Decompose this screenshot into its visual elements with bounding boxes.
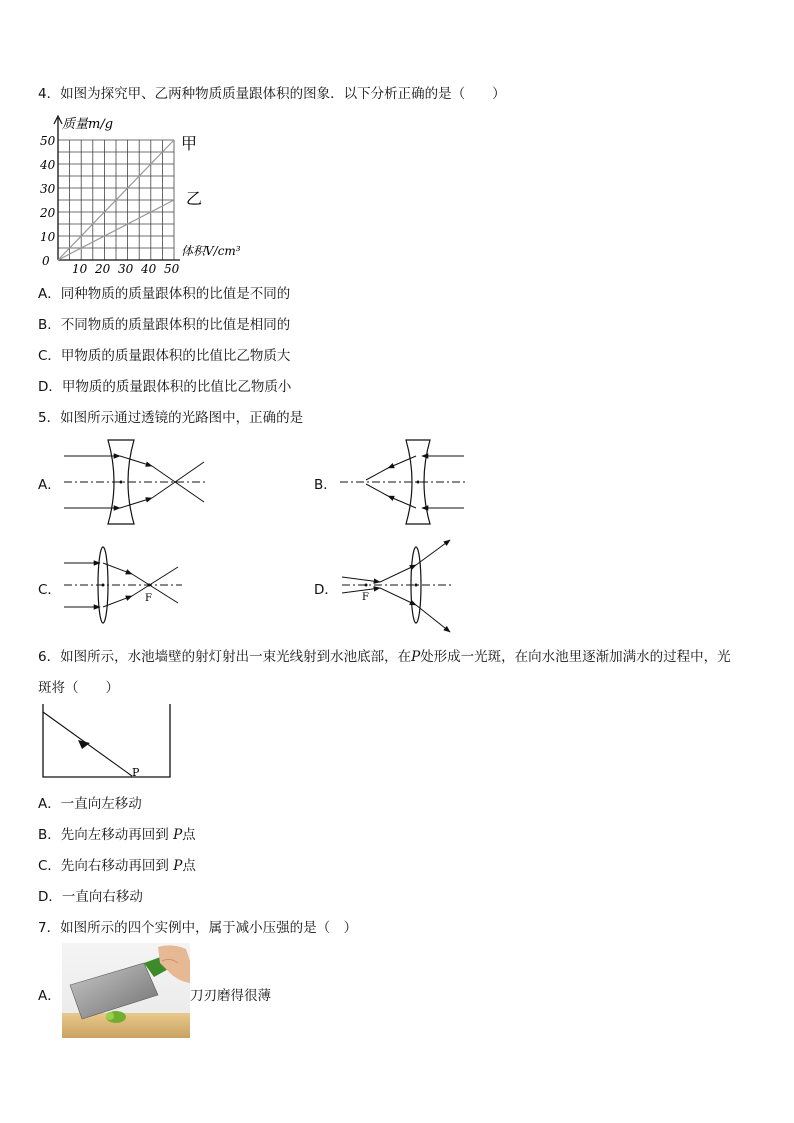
y-tick: 20: [40, 206, 56, 220]
x-tick: 10: [72, 262, 88, 274]
cleaver-photo: [62, 943, 190, 1038]
q5-label-b: B．: [314, 477, 337, 493]
q5-stem: 5．如图所示通过透镜的光路图中，正确的是: [38, 410, 304, 426]
lens-diagram-c: [60, 545, 186, 637]
mass-volume-graph: [38, 112, 263, 274]
q6-stem-line2: 斑将（ ）: [38, 680, 119, 696]
q5-label-c: C．: [38, 582, 61, 598]
y-tick: 0: [42, 254, 50, 268]
q4-option-b: B．不同物质的质量跟体积的比值是相同的: [38, 317, 291, 333]
q6-stem-line1: [38, 645, 760, 665]
q7-option-a-label: A．: [38, 988, 61, 1004]
pool-diagram: [38, 704, 174, 782]
pool-p-label: P: [132, 766, 140, 779]
y-tick: 40: [40, 158, 56, 172]
x-tick: 40: [141, 262, 157, 274]
focus-label-c: F: [145, 593, 152, 604]
x-tick: 20: [95, 262, 111, 274]
q7-stem: 7．如图所示的四个实例中，属于减小压强的是（ ）: [38, 920, 358, 936]
q4-option-a: A．同种物质的质量跟体积的比值是不同的: [38, 286, 291, 302]
x-axis-title: 体积V/cm³: [181, 244, 241, 258]
focus-label-d: F: [362, 592, 369, 603]
lens-diagram-d: [340, 536, 456, 636]
label-jia: 甲: [181, 134, 198, 153]
label-yi: 乙: [186, 189, 203, 208]
x-tick: 30: [118, 262, 134, 274]
q5-label-a: A．: [38, 477, 61, 493]
y-tick: 10: [40, 230, 56, 244]
q6-option-d: D．一直向右移动: [38, 889, 143, 905]
y-axis-title: 质量m/g: [62, 117, 114, 132]
q6-option-b-p: P: [173, 827, 183, 843]
lens-diagram-b: [336, 436, 468, 528]
q6-option-c-p: P: [173, 858, 183, 874]
q6-stem-part2: 处形成一光斑，在向水池里逐渐加满水的过程中，光: [420, 649, 731, 665]
q6-option-a: A．一直向左移动: [38, 796, 142, 812]
q4-stem: 4．如图为探究甲、乙两种物质质量跟体积的图象．以下分析正确的是（ ）: [38, 86, 506, 102]
q6-option-c-tail: 点: [182, 858, 196, 874]
q6-option-c: [38, 854, 196, 874]
q6-option-c-text: C．先向右移动再回到: [38, 858, 174, 874]
q6-option-b-tail: 点: [182, 827, 196, 843]
lens-diagram-a: [60, 436, 212, 528]
q6-stem-part1: 6．如图所示，水池墙壁的射灯射出一束光线射到水池底部，在: [38, 649, 412, 665]
x-tick: 50: [164, 262, 180, 274]
y-tick: 30: [40, 182, 56, 196]
q5-label-d: D．: [314, 582, 338, 598]
q4-option-c: C．甲物质的质量跟体积的比值比乙物质大: [38, 348, 291, 364]
q4-option-d: D．甲物质的质量跟体积的比值比乙物质小: [38, 379, 292, 395]
q6-stem-p: P: [411, 649, 421, 665]
y-tick: 50: [40, 134, 56, 148]
q6-option-b-text: B．先向左移动再回到: [38, 827, 174, 843]
q6-option-b: [38, 823, 196, 843]
q7-option-a-text: 刀刃磨得很薄: [190, 988, 271, 1004]
